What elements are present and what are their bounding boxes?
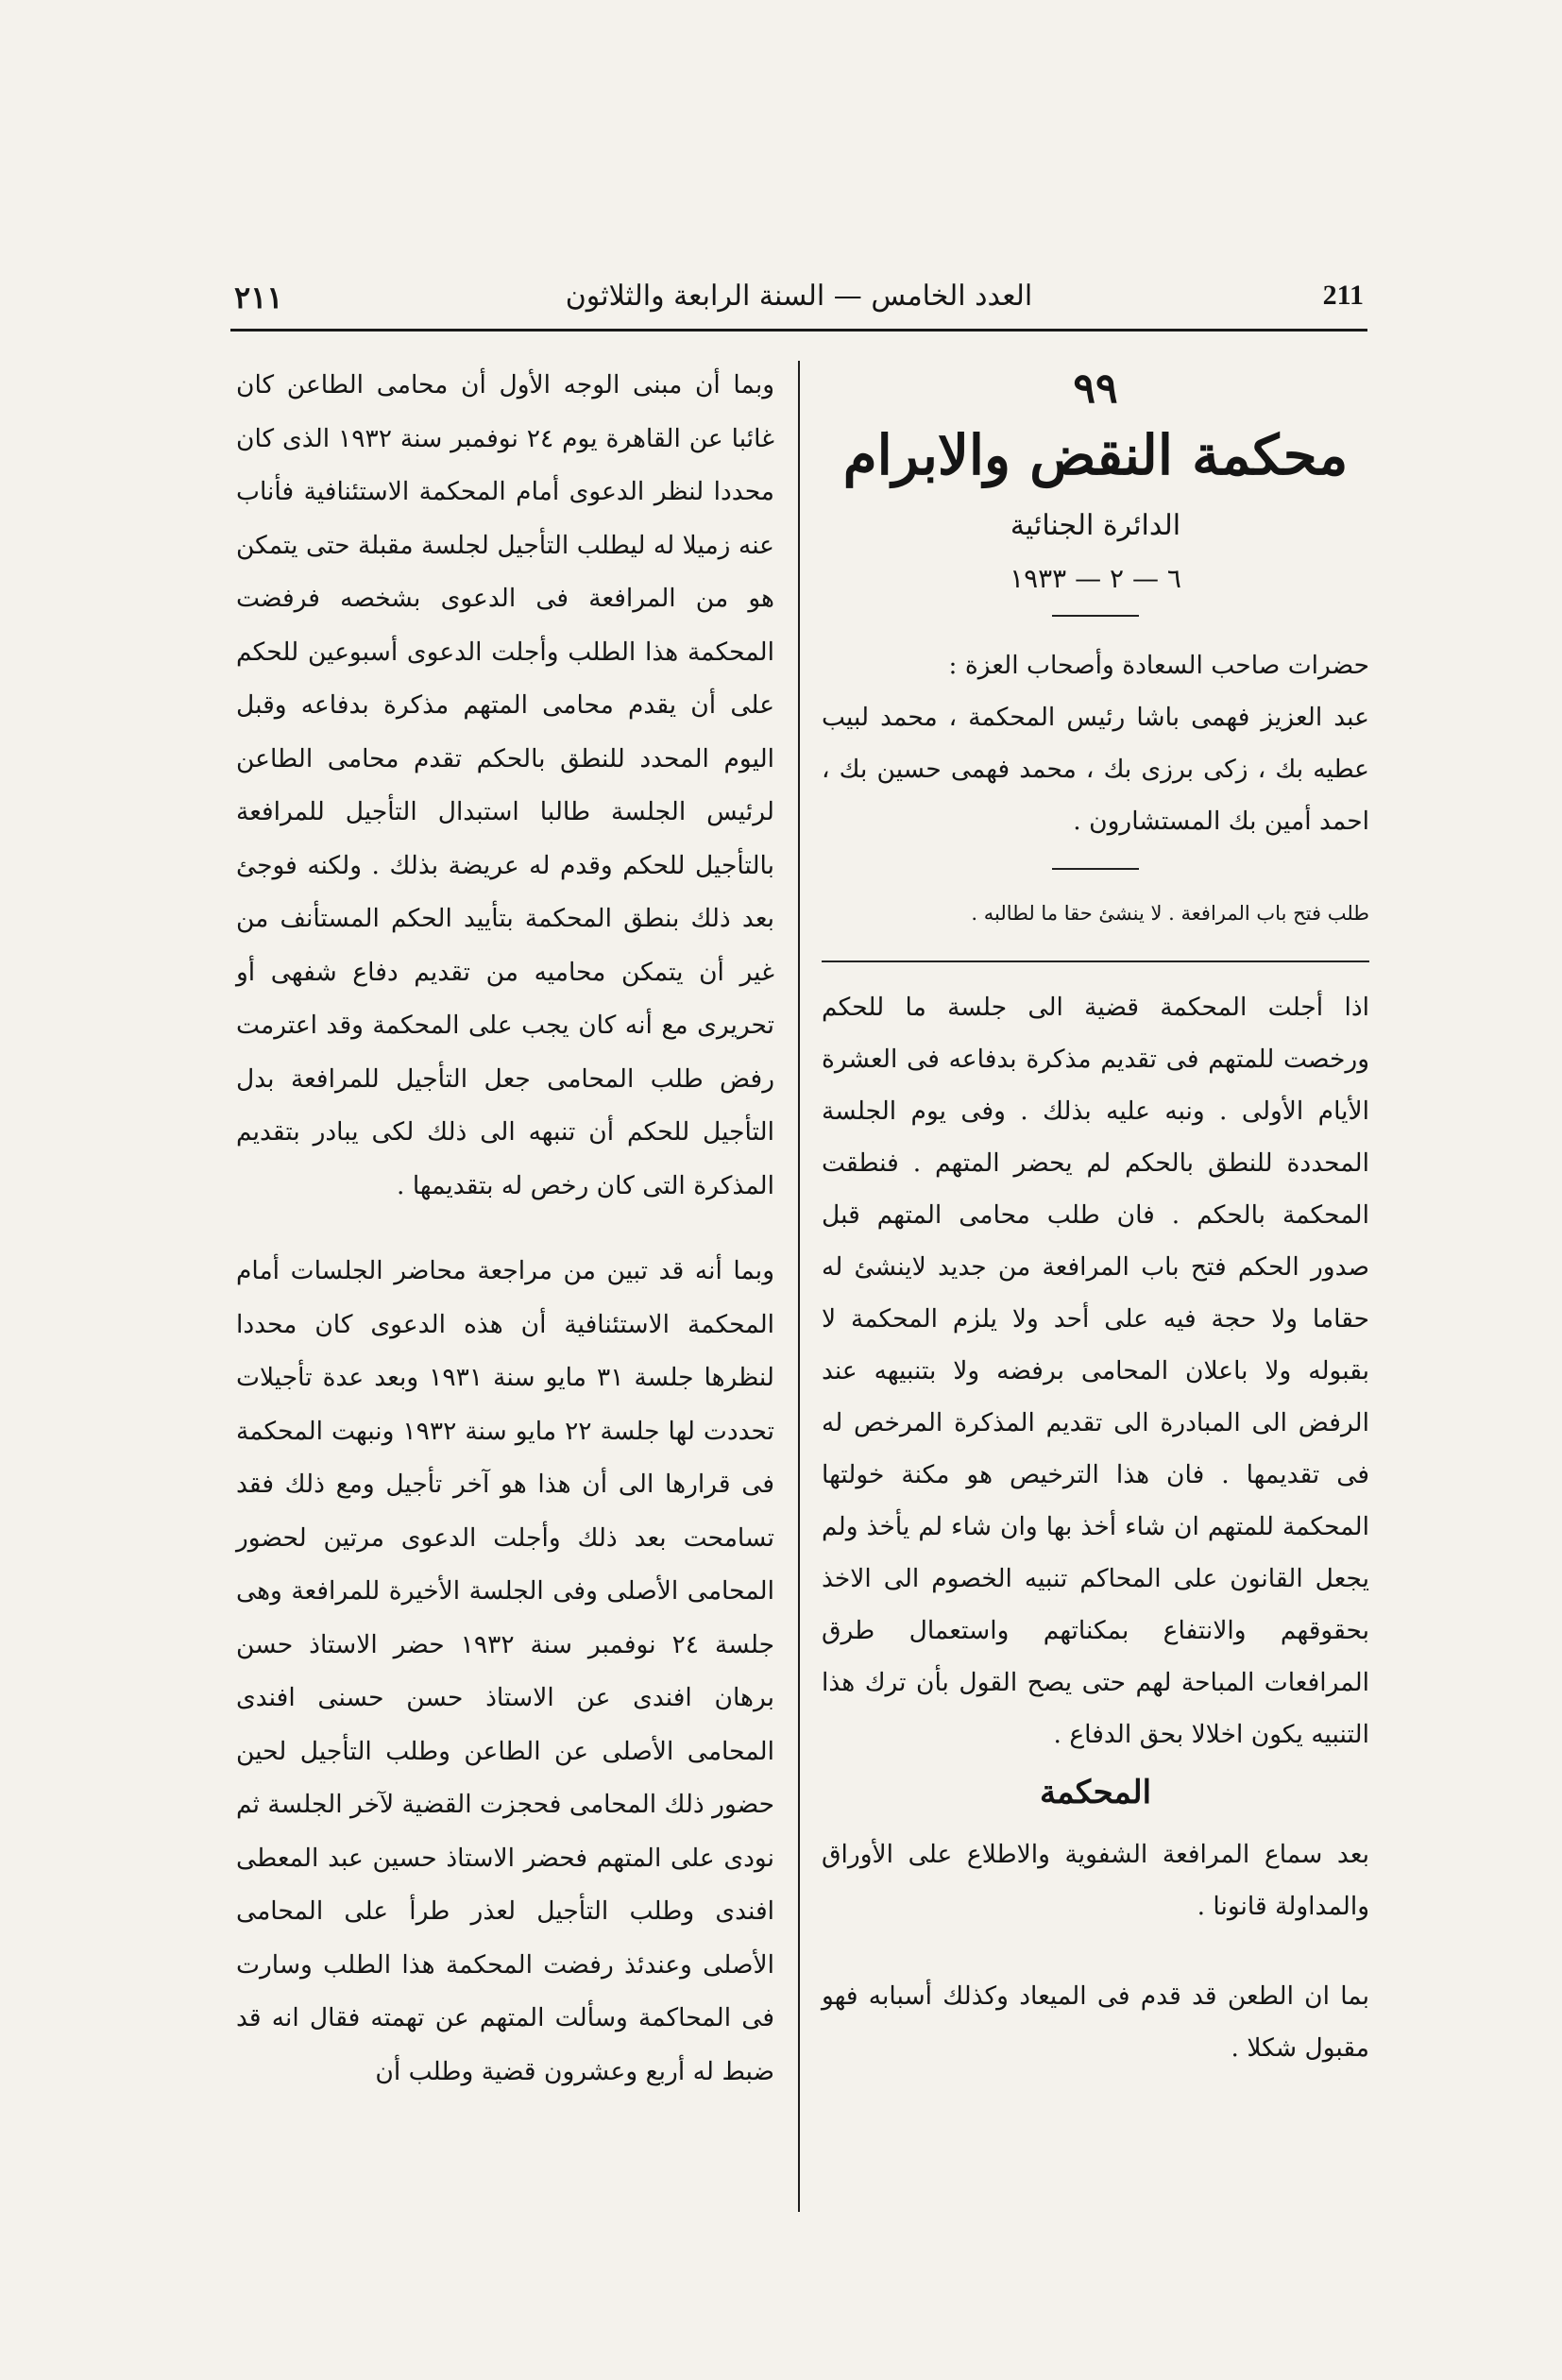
left-paragraph-1: وبما أن مبنى الوجه الأول أن محامى الطاعن كان غائبا عن القاهرة يوم ٢٤ نوفمبر سنة ١٩٣٢ الذى كان محددا لنظر الدعوى أمام المحكمة الاستئنافية فأناب عنه زميلا له ليطلب التأجيل لجلسة مقبلة حتى يتمكن هو من المرافعة فى الدعوى بشخصه فرفضت المحكمة هذا الطلب وأجلت الدعوى أسبوعين للحكم على أن يقدم محامى المتهم مذكرة بدفاعه وقبل اليوم المحدد للنطق بالحكم تقدم محامى الطاعن لرئيس الجلسة طالبا استبدال التأجيل للمرافعة بالتأجيل للحكم وقدم له عريضة بذلك . ولكنه فوجئ بعد ذلك بنطق المحكمة بتأييد الحكم المستأنف من غير أن يتمكن محاميه من تقديم دفاع شفهى أو تحريرى مع أنه كان يجب على المحكمة وقد اعترمت رفض طلب المحامى جعل التأجيل للمرافعة بدل التأجيل للحكم أن تنبهه الى ذلك لكى يبادر بتقديم المذكرة التى كان رخص له بتقديمها .: [236, 370, 774, 1200]
section-heading: المحكمة: [1039, 1773, 1152, 1811]
column-divider: [798, 361, 800, 2212]
page-number-arabic: ٢١١: [234, 280, 283, 315]
court-paragraph-1: بعد سماع المرافعة الشفوية والاطلاع على الأوراق والمداولة قانونا .: [822, 1839, 1369, 1921]
running-title: العدد الخامس — السنة الرابعة والثلاثون: [565, 280, 1033, 313]
court-name: محكمة النقض والابرام: [842, 423, 1349, 487]
summary-divider: [822, 960, 1369, 962]
court-paragraph-2: بما ان الطعن قد قدم فى الميعاد وكذلك أسبابه فهو مقبول شكلا .: [822, 1980, 1369, 2063]
circuit-name: الدائرة الجنائية: [1010, 508, 1181, 542]
judgment-date: ٦ — ٢ — ١٩٣٣: [1010, 562, 1181, 594]
legal-principle: طلب فتح باب المرافعة . لا ينشئ حقا ما لطالبه .: [971, 901, 1369, 925]
salutation: حضرات صاحب السعادة وأصحاب العزة :: [948, 650, 1369, 680]
short-rule-2: [1052, 868, 1139, 870]
page-header: [234, 280, 1364, 327]
page-number-latin: 211: [1322, 280, 1364, 311]
judges-list: عبد العزيز فهمى باشا رئيس المحكمة ، محمد لبيب عطيه بك ، زكى برزى بك ، محمد فهمى حسين بك ، احمد أمين بك المستشارون .: [822, 702, 1369, 836]
case-summary: اذا أجلت المحكمة قضية الى جلسة ما للحكم ورخصت للمتهم فى تقديم مذكرة بدفاعه فى العشرة الأيام الأولى . ونبه عليه بذلك . وفى يوم الجلسة المحددة للنطق بالحكم لم يحضر المتهم . فنطقت المحكمة بالحكم . فان طلب محامى المتهم قبل صدور الحكم فتح باب المرافعة من جديد لاينشئ له حقاما ولا حجة فيه على أحد ولا يلزم المحكمة لا بقبوله ولا باعلان المحامى برفضه ولا بتنبيهه عند الرفض الى المبادرة الى تقديم المذكرة المرخص له فى تقديمها . فان هذا الترخيص هو مكنة خولتها المحكمة للمتهم ان شاء أخذ بها وان شاء لم يأخذ ولم يجعل القانون على المحاكم تنبيه الخصوم الى الاخذ بحقوقهم والانتفاع بمكناتهم واستعمال طرق المرافعات المباحة لهم حتى يصح القول بأن ترك هذا التنبيه يكون اخلالا بحق الدفاع .: [822, 992, 1369, 1749]
header-rule: [230, 329, 1367, 332]
case-number: ٩٩: [1073, 365, 1118, 413]
left-column: [236, 359, 774, 2099]
left-paragraph-2: وبما أنه قد تبين من مراجعة محاضر الجلسات أمام المحكمة الاستئنافية أن هذه الدعوى كان محددا لنظرها جلسة ٣١ مايو سنة ١٩٣١ وبعد عدة تأجيلات تحددت لها جلسة ٢٢ مايو سنة ١٩٣٢ ونبهت المحكمة فى قرارها الى أن هذا هو آخر تأجيل ومع ذلك فقد تسامحت بعد ذلك وأجلت الدعوى مرتين لحضور المحامى الأصلى وفى الجلسة الأخيرة للمرافعة وهى جلسة ٢٤ نوفمبر سنة ١٩٣٢ حضر الاستاذ حسن برهان افندى عن الاستاذ حسن حسنى افندى المحامى الأصلى عن الطاعن وطلب التأجيل لحين حضور ذلك المحامى فحجزت القضية لآخر الجلسة ثم نودى على المتهم فحضر الاستاذ حسين عبد المعطى افندى وطلب التأجيل لعذر طرأ على المحامى الأصلى وعندئذ رفضت المحكمة هذا الطلب وسارت فى المحاكمة وسألت المتهم عن تهمته فقال انه قد ضبط له أربع وعشرون قضية وطلب أن: [235, 1256, 775, 2086]
right-column: [822, 359, 1369, 2074]
short-rule: [1052, 615, 1139, 617]
